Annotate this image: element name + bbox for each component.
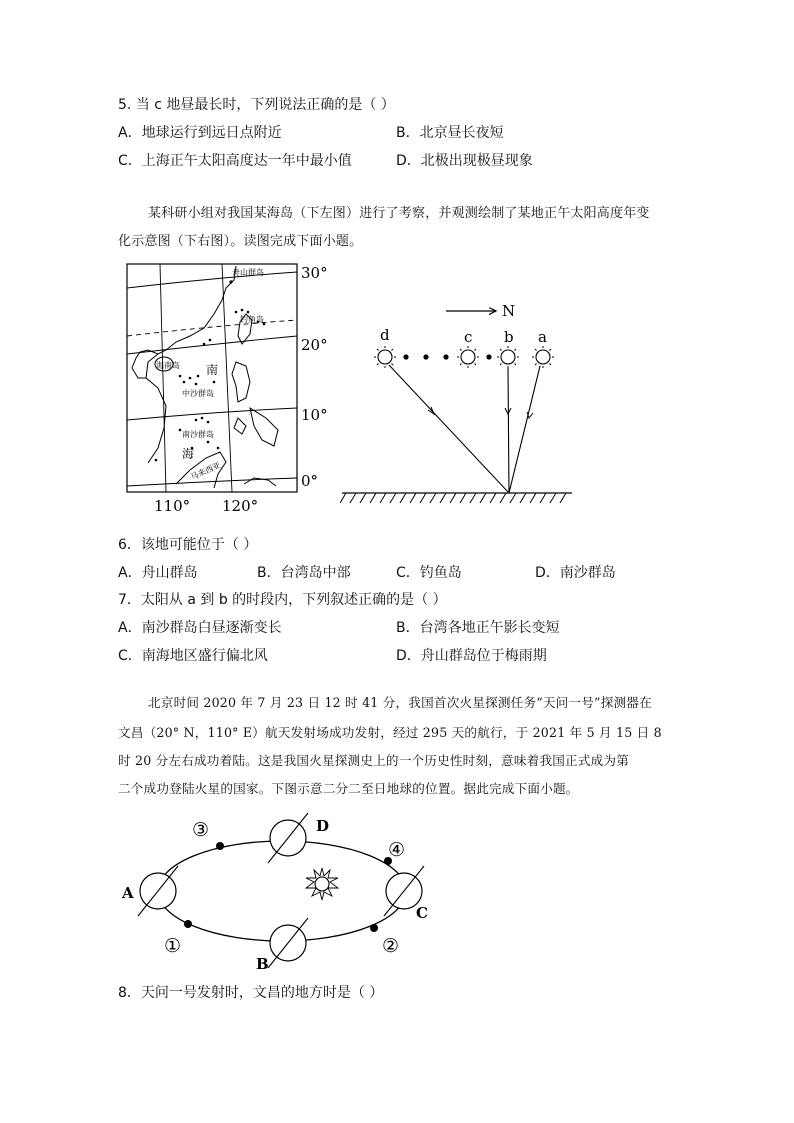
lon-label-120: 120° — [222, 497, 259, 515]
ground-hatching — [340, 493, 566, 503]
sun-icon-d — [374, 346, 396, 368]
orbit-label-a: A — [122, 884, 134, 902]
lat-label-30: 30° — [301, 264, 328, 282]
intro1-line2: 化示意图（下右图）。读图完成下面小题。 — [118, 234, 363, 249]
intro2-line2: 文昌（20° N，110° E）航天发射场成功发射，经过 295 天的航行，于 2021 年 5 月 15 日 8 — [118, 725, 662, 740]
map-label-nan: 南 — [206, 363, 219, 377]
intro2-line1: 北京时间 2020 年 7 月 23 日 12 时 41 分，我国首次火星探测任务“天问一号”探测器在 — [148, 695, 652, 710]
earth-position-b — [268, 918, 308, 968]
intro2-line3: 时 20 分左右成功着陆。这是我国火星探测史上的一个历史性时刻，意味着我国正式成为第 — [118, 753, 629, 768]
earth-orbit-diagram — [118, 812, 438, 974]
map-label-diaoyu: 钓鱼岛 — [240, 315, 264, 324]
central-sun-icon — [306, 868, 338, 900]
map-label-zhoushan: 舟山群岛 — [232, 268, 264, 277]
q8-stem: 8．天问一号发射时，文昌的地方时是（ ） — [118, 985, 384, 1001]
orbit-point-label-1: ① — [164, 935, 182, 957]
north-label: N — [502, 302, 516, 320]
orbit-label-b: B — [256, 955, 269, 973]
earth-position-a — [138, 866, 178, 916]
sun-icon-b — [497, 346, 519, 368]
map-label-hai: 海 — [182, 447, 195, 461]
noon-sun-diagram — [340, 290, 580, 512]
orbit-point-label-2: ② — [382, 935, 400, 957]
map-label-nansha: 南沙群岛 — [182, 430, 214, 439]
sun-label-d: d — [380, 326, 390, 344]
q7-option-c: C．南海地区盛行偏北风 — [118, 648, 268, 664]
q6-stem: 6．该地可能位于（ ） — [118, 537, 258, 553]
orbit-point-label-4: ④ — [388, 839, 406, 861]
q6-option-c: C．钓鱼岛 — [396, 565, 462, 581]
lat-label-0: 0° — [301, 472, 319, 490]
sun-label-b: b — [504, 328, 514, 346]
q5-option-c: C．上海正午太阳高度达一年中最小值 — [118, 153, 352, 169]
intro1-line1: 某科研小组对我国某海岛（下左图）进行了考察，并观测绘制了某地正午太阳高度年变 — [148, 206, 650, 221]
sun-label-c: c — [464, 328, 473, 346]
map-label-hainan: 海南岛 — [156, 361, 180, 370]
q6-option-b: B．台湾岛中部 — [257, 565, 351, 581]
lat-label-20: 20° — [301, 336, 328, 354]
earth-position-d — [268, 813, 308, 863]
orbit-label-c: C — [416, 904, 428, 922]
island-map — [118, 258, 340, 518]
map-label-malaysia: 马来西亚 — [189, 460, 223, 482]
lat-label-10: 10° — [301, 406, 328, 424]
q5-option-a: A．地球运行到远日点附近 — [118, 125, 282, 141]
q7-option-b: B．台湾各地正午影长变短 — [396, 620, 560, 636]
orbit-point-3 — [216, 842, 224, 850]
sun-icon-c — [457, 346, 479, 368]
orbit-point-2 — [370, 924, 378, 932]
intro2-line4: 二个成功登陆火星的国家。下图示意二分二至日地球的位置。据此完成下面小题。 — [118, 781, 579, 796]
orbit-label-d: D — [316, 817, 330, 835]
orbit-point-1 — [184, 920, 192, 928]
q5-option-d: D．北极出现极昼现象 — [396, 153, 533, 169]
sun-icon-a — [532, 346, 554, 368]
q5-option-b: B．北京昼长夜短 — [396, 125, 504, 141]
q7-option-a: A．南沙群岛白昼逐渐变长 — [118, 620, 282, 636]
lon-label-110: 110° — [154, 497, 191, 515]
q6-option-d: D．南沙群岛 — [535, 565, 616, 581]
q7-option-d: D．舟山群岛位于梅雨期 — [396, 648, 547, 664]
q5-stem: 5. 当 c 地昼最长时，下列说法正确的是（ ） — [118, 97, 395, 113]
sun-label-a: a — [538, 328, 547, 346]
orbit-point-label-3: ③ — [192, 819, 210, 841]
q7-stem: 7．太阳从 a 到 b 的时段内，下列叙述正确的是（ ） — [118, 592, 447, 608]
map-label-zhongsha: 中沙群岛 — [182, 389, 214, 398]
q6-option-a: A．舟山群岛 — [118, 565, 198, 581]
